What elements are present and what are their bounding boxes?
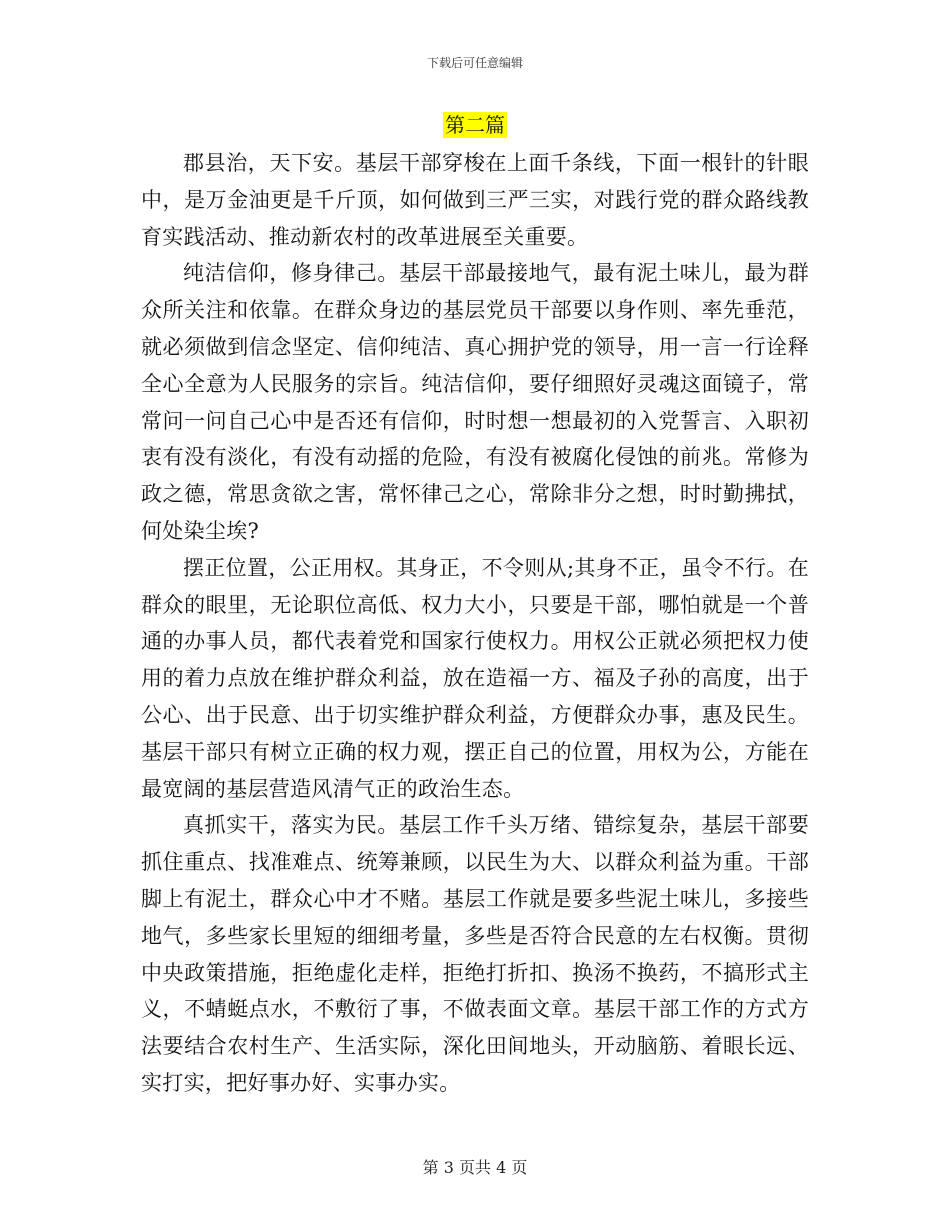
paragraph-1: 郡县治，天下安。基层干部穿梭在上面千条线，下面一根针的针眼中，是万金油更是千斤顶，如何做到三严三实，对践行党的群众路线教育实践活动、推动新农村的改革进展至关重要。 [141, 151, 809, 249]
document-body [141, 145, 809, 1102]
document-title: 第二篇 [445, 113, 505, 137]
paragraph-4: 真抓实干，落实为民。基层工作千头万绪、错综复杂，基层干部要抓住重点、找准难点、统筹兼顾，以民生为大、以群众利益为重。干部脚上有泥土，群众心中才不赌。基层工作就是要多些泥土味儿，多接些地气，多些家长里短的细细考量，多些是否符合民意的左右权衡。贯彻中央政策措施，拒绝虚化走样，拒绝打折扣、换汤不换药，不搞形式主义，不蜻蜓点水，不敷衍了事，不做表面文章。基层干部工作的方式方法要结合农村生产、生活实际，深化田间地头，开动脑筋、着眼长远、实打实，把好事办好、实事办实。 [141, 813, 809, 1095]
paragraph-3: 摆正位置，公正用权。其身正，不令则从;其身不正，虽令不行。在群众的眼里，无论职位高低、权力大小，只要是干部，哪怕就是一个普通的办事人员，都代表着党和国家行使权力。用权公正就必须把权力使用的着力点放在维护群众利益，放在造福一方、福及子孙的高度，出于公心、出于民意、出于切实维护群众利益，方便群众办事，惠及民生。基层干部只有树立正确的权力观，摆正自己的位置，用权为公，方能在最宽阔的基层营造风清气正的政治生态。 [141, 555, 809, 801]
paragraph-2: 纯洁信仰，修身律己。基层干部最接地气，最有泥土味儿，最为群众所关注和依靠。在群众身边的基层党员干部要以身作则、率先垂范，就必须做到信念坚定、信仰纯洁、真心拥护党的领导，用一言一行诠释全心全意为人民服务的宗旨。纯洁信仰，要仔细照好灵魂这面镜子，常常问一问自己心中是否还有信仰，时时想一想最初的入党誓言、入职初衷有没有淡化，有没有动摇的危险，有没有被腐化侵蚀的前兆。常修为政之德，常思贪欲之害，常怀律己之心，常除非分之想，时时勤拂拭，何处染尘埃? [141, 261, 809, 543]
title-container [0, 112, 950, 138]
page-footer: 第 3 页共 4 页 [422, 1158, 528, 1177]
page-header: 下载后可任意编辑 [426, 56, 523, 70]
